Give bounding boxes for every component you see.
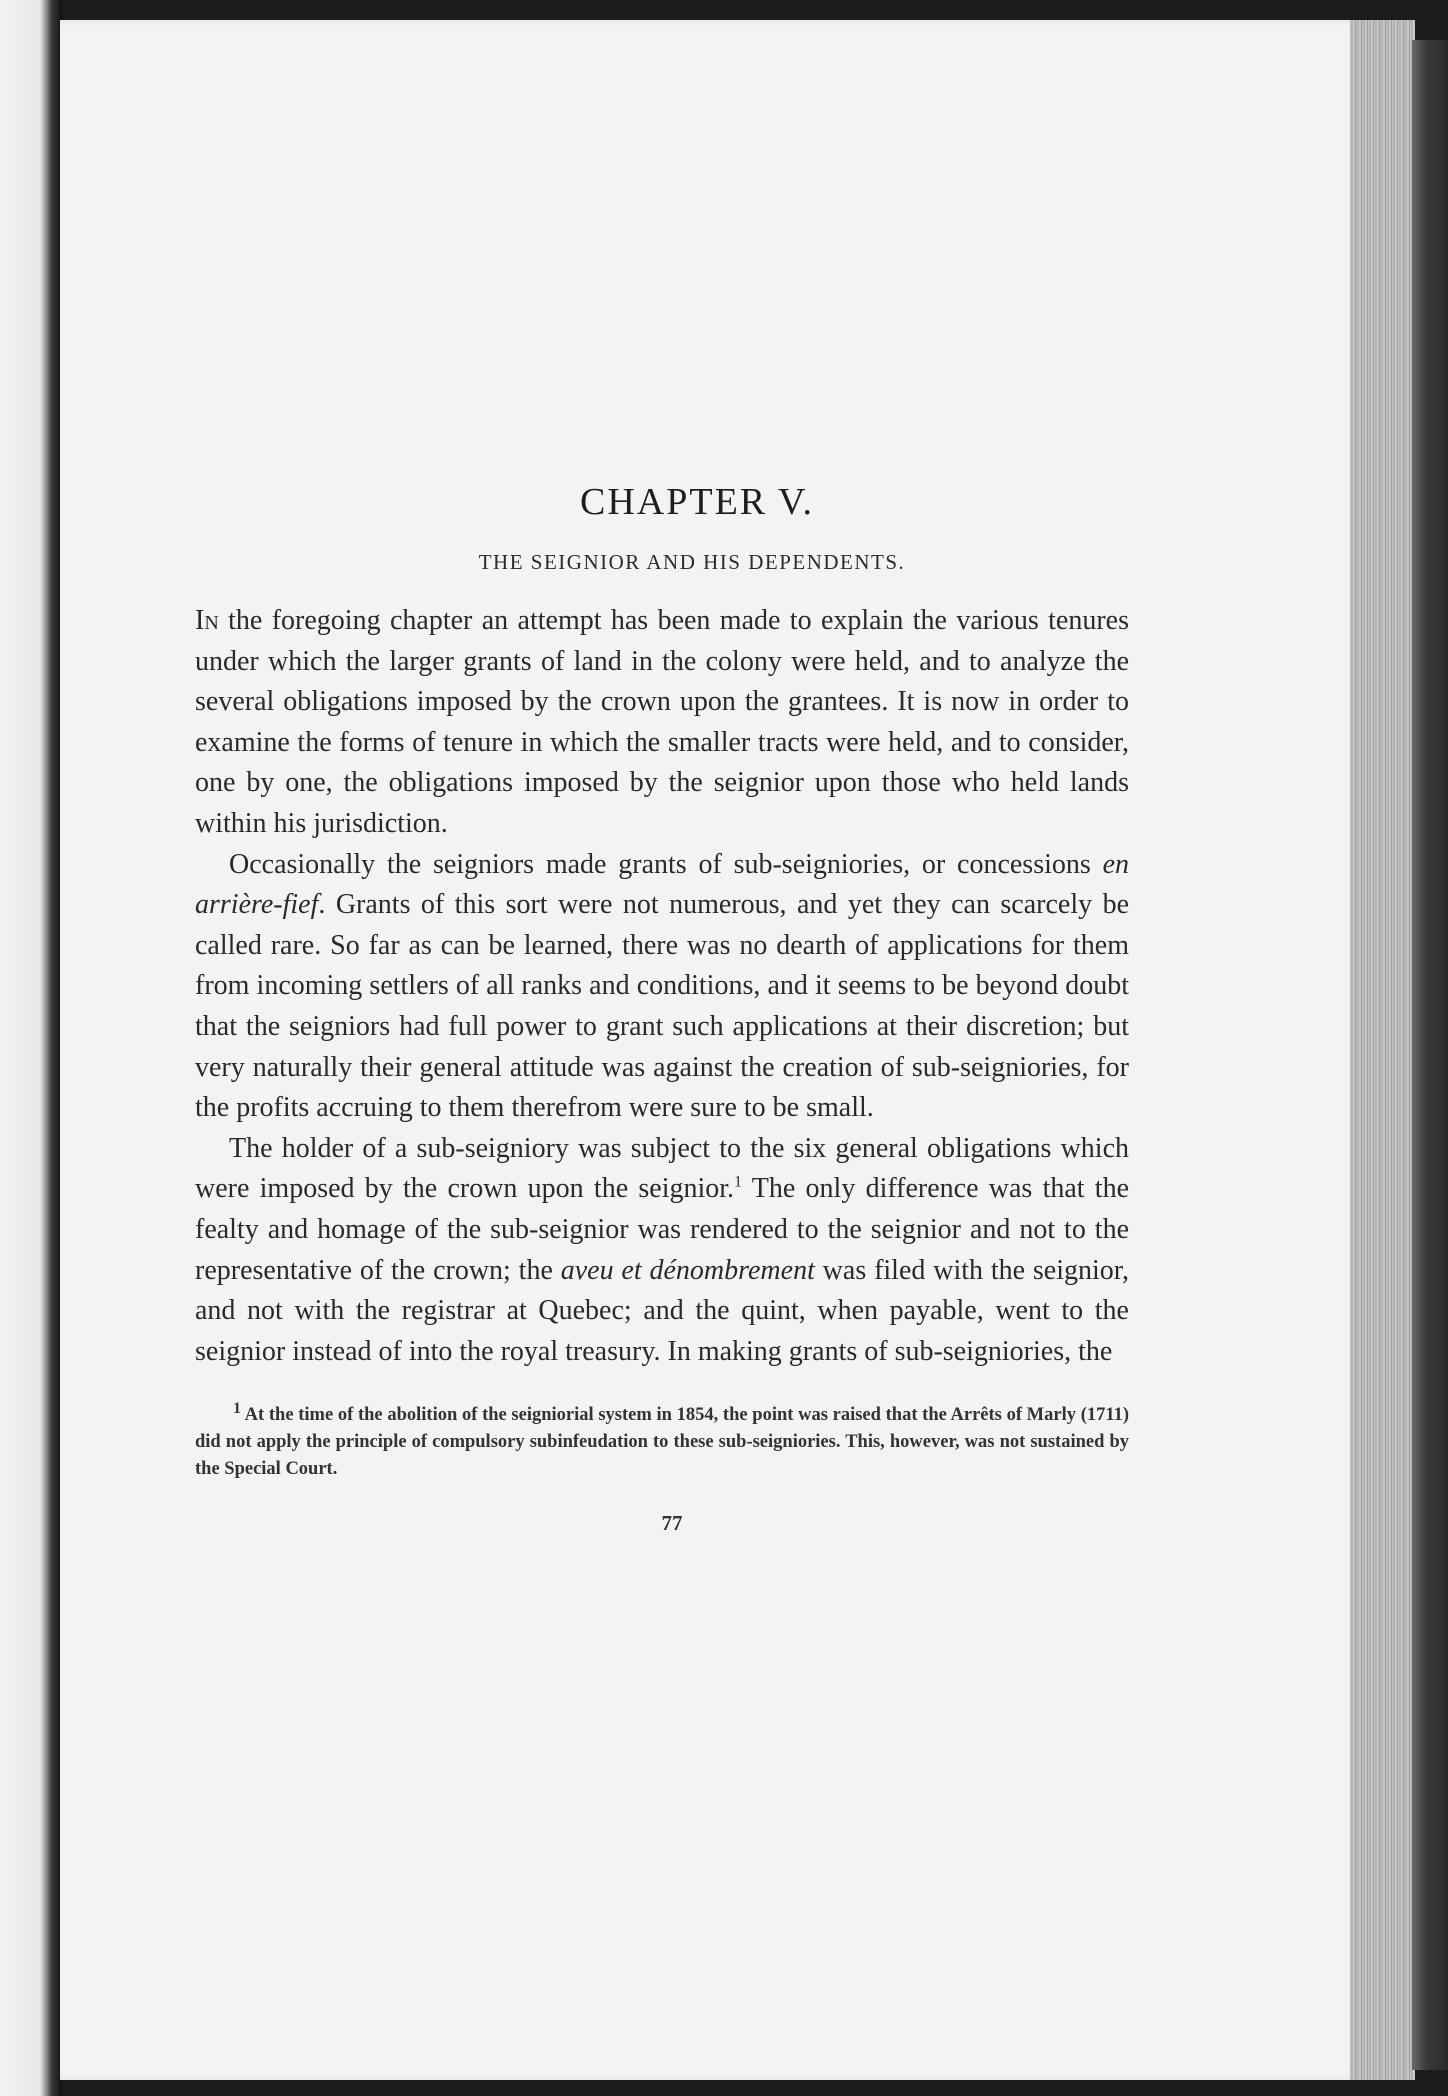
paragraph-3-italic: aveu et dénombrement [560, 1254, 815, 1286]
paragraph-1 [195, 601, 1129, 845]
paragraph-2-italic: en arrière-fief [195, 848, 1129, 921]
paragraph-2-before: Occasionally the seigniors made grants of sub-seigniories, or concessions [229, 848, 1103, 880]
footnote-reference: 1 [734, 1173, 743, 1191]
page-stack-edge [1350, 20, 1415, 2080]
facing-page-edge [0, 0, 62, 2096]
paragraph-3-before: The holder of a sub-seigniory was subject to the six general obligations which were imposed by the crown upon the seignior. [195, 1132, 1129, 1205]
paragraph-3-middle: The only difference was that the fealty and homage of the sub-seignior was rendered to the seignior and not to the representative of the crown; the [195, 1173, 1130, 1286]
footnote-mark: 1 [233, 1400, 241, 1418]
paragraph-1-lead: In [195, 605, 219, 636]
paragraph-2-after: . Grants of this sort were not numerous, and yet they can scarcely be called rare. So far as can be learned, there was no dearth of applications for them from incoming settlers of all ranks and conditions, and it seems to be beyond doubt that the seigniors had full power to grant such applications at their discretion; but very naturally their general attitude was against the creation of sub-seigniories, for the profits accruing to them therefrom were sure to be small. [195, 889, 1129, 1124]
footnote [195, 1402, 1129, 1483]
page-content [195, 480, 1129, 1536]
book-cover-edge [1412, 40, 1448, 2070]
paragraph-2 [195, 845, 1129, 1129]
chapter-subtitle: THE SEIGNIOR AND HIS DEPENDENTS. [478, 550, 906, 574]
footnote-text: At the time of the abolition of the seigniorial system in 1854, the point was raised that the Arrêts of Marly (1711) did not apply the principle of compulsory subinfeudation to these sub-seigniories. This, however, was not sustained by the Special Court. [195, 1405, 1129, 1480]
paragraph-1-text: the foregoing chapter an attempt has been made to explain the various tenures under which the larger grants of land in the colony were held, and to analyze the several obligations imposed by the crown upon the grantees. It is now in order to examine the forms of tenure in which the smaller tracts were held, and to consider, one by one, the obligations imposed by the seignior upon those who held lands within his jurisdiction. [195, 605, 1129, 839]
page-number: 77 [661, 1511, 683, 1536]
paragraph-3 [195, 1129, 1129, 1373]
chapter-title: CHAPTER V. [580, 481, 814, 523]
paragraph-3-after: was filed with the seignior, and not with the registrar at Quebec; and the quint, when payable, went to the seignior instead of into the royal treasury. In making grants of sub-seigniories, the [195, 1254, 1129, 1367]
